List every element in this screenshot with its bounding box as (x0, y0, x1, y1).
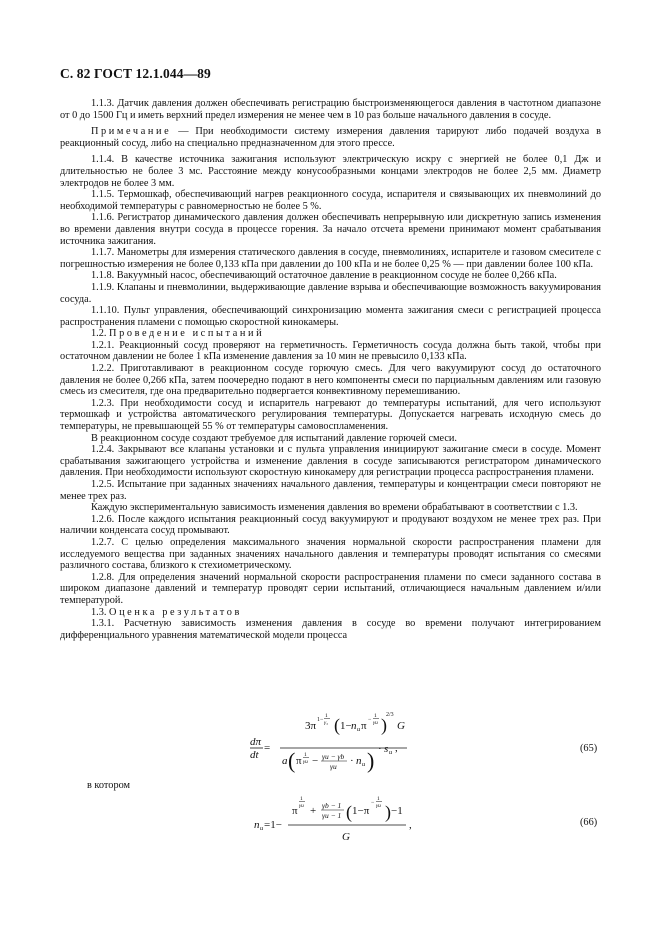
paragraph-1-1-10: 1.1.10. Пульт управления, обеспечивающий синхронизацию момента зажигания смеси с регистрацией процесса распространения пламени с помощью скоростной кинокамеры. (60, 305, 601, 328)
svg-text:=1−: =1− (264, 819, 282, 831)
svg-text:1: 1 (325, 713, 328, 719)
svg-text:·: · (378, 743, 382, 755)
svg-text:n: n (356, 755, 362, 767)
svg-text:3π: 3π (305, 720, 317, 732)
svg-text:u: u (389, 749, 393, 756)
paragraph-1-2-6: 1.2.6. После каждого испытания реакционный сосуд вакуумируют и продувают воздухом не менее трех раз. При наличии конденсата сосуд промывают. (60, 513, 601, 537)
svg-text:1: 1 (377, 796, 380, 802)
section-1-3-number: 1.3. (91, 606, 107, 618)
paragraph-1-1-9: 1.1.9. Клапаны и пневмолинии, выдерживающие давление взрыва и обеспечивающие возможность вакуумирования сосуда. (60, 281, 601, 305)
svg-text:G: G (397, 720, 405, 732)
svg-text:−1: −1 (391, 805, 403, 817)
paragraph-1-2-1: 1.2.1. Реакционный сосуд проверяют на герметичность. Герметичность сосуда должна быть такой, чтобы при остаточном давлении не более 1 кПа изменение давления за 10 мин не превысило 0,133 кПа. (60, 339, 601, 363)
paragraph-1-2-4: 1.2.4. Закрывают все клапаны установки и с пульта управления инициируют зажигание смеси в сосуде. Момент срабатывания зажигающего устройства и изменение давления в сосуде записываются регистратором динамического давления. При необходимости используют скоростную кинокамеру для регистрации процесса распространения пламени. (60, 444, 601, 479)
svg-text:G: G (342, 831, 350, 843)
svg-text:π: π (292, 805, 298, 817)
paragraph-1-1-4: 1.1.4. В качестве источника зажигания используют электрическую искру с энергией не более 0,1 Дж и длительностью не более 3 мс. Расстояние между конусообразными концами электродов не более 2,5 мм. Диаметр электродов не более 3 мм. (60, 154, 601, 189)
svg-text:u: u (260, 825, 264, 832)
svg-text:γu − 1: γu − 1 (322, 811, 342, 820)
svg-text:−: − (371, 800, 375, 806)
svg-text:−: − (312, 755, 319, 767)
formula-65-number: (65) (580, 743, 598, 754)
page-header: С. 82 ГОСТ 12.1.044—89 (60, 66, 211, 81)
paragraph-1-3-1: 1.3.1. Расчетную зависимость изменения давления в сосуде во времени получают интегрированием дифференциального уравнения математической модели процесса (60, 618, 601, 641)
svg-text:n: n (351, 720, 357, 732)
svg-text:s: s (384, 743, 389, 755)
formula-intro: в котором (87, 780, 131, 791)
svg-text:γu: γu (376, 803, 381, 809)
document-body (60, 98, 601, 641)
svg-text:1: 1 (304, 752, 307, 758)
section-1-3-title: Оценка результатов (109, 606, 242, 618)
svg-text:u: u (362, 761, 366, 768)
paragraph-1-2-5b: Каждую экспериментальную зависимость изменения давления во времени обрабатывают в соответствии с 1.3. (91, 502, 578, 514)
svg-text:): ) (367, 748, 375, 773)
paragraph-1-2-7: 1.2.7. С целью определения максимального значения нормальной скорости распространения пламени для исследуемого вещества при заданных значениях начального давления и температуры проводят испытания со смесями различного состава, близкого к стехиометрическому. (60, 536, 601, 572)
paragraph-1-1-5: 1.1.5. Термошкаф, обеспечивающий нагрев реакционного сосуда, испарителя и связывающих их пневмолиний до необходимой температуры с равномерностью не более 5 %. (60, 189, 601, 212)
svg-text:γu: γu (373, 720, 378, 726)
note-label: Примечание (91, 126, 172, 138)
svg-text:π: π (361, 720, 367, 732)
svg-text:γb − 1: γb − 1 (322, 801, 342, 810)
section-1-2-heading (60, 328, 601, 340)
svg-text:γu: γu (303, 759, 308, 765)
svg-text:+: + (310, 805, 317, 817)
svg-text:(: ( (334, 715, 340, 735)
svg-text:): ) (385, 802, 391, 822)
svg-text:1−: 1− (340, 720, 352, 732)
svg-text:1−π: 1−π (352, 805, 370, 817)
paragraph-1-1-8: 1.1.8. Вакуумный насос, обеспечивающий остаточное давление в реакционном сосуде не более 0,266 кПа. (91, 270, 557, 282)
svg-text:1: 1 (374, 713, 377, 719)
svg-text:dπ: dπ (250, 736, 262, 748)
svg-text:γu: γu (330, 762, 337, 771)
paragraph-1-1-7: 1.1.7. Манометры для измерения статического давления в сосуде, пневмолиниях, испарителе и газовом смесителе с погрешностью измерения не более 0,133 кПа при давлении до 100 кПа и не более 0,25 % — при давлении более 100 кПа. (60, 247, 601, 270)
section-1-3-heading (60, 607, 601, 619)
paragraph-1-2-3b: В реакционном сосуде создают требуемое для испытаний давление горючей смеси. (91, 432, 458, 444)
note (60, 126, 601, 149)
svg-text:γu − γb: γu − γb (322, 752, 345, 761)
svg-text:,: , (395, 742, 398, 754)
section-1-2-title: Проведение испытаний (109, 328, 265, 340)
svg-text:a: a (282, 755, 288, 767)
paragraph-1-2-5: 1.2.5. Испытание при заданных значениях начального давления, температуры и концентрации смеси повторяют не менее трех раз. (60, 479, 601, 502)
svg-text:γ₃: γ₃ (324, 720, 329, 726)
svg-text:π: π (296, 755, 302, 767)
formula-65 (250, 702, 420, 776)
svg-text:·: · (350, 755, 354, 767)
paragraph-1-2-3: 1.2.3. При необходимости сосуд и испаритель нагревают до температуры испытаний, для чего используют термошкаф и устройства автоматического регулирования температуры. Допускается нагревать исходную смесь до температуры, не превышающей 55 % от температуры самовоспламенения. (60, 397, 601, 433)
paragraph-1-2-2: 1.2.2. Приготавливают в реакционном сосуде горючую смесь. Для чего вакуумируют сосуд до остаточного давления не более 0,266 кПа, затем поочередно подают в него компоненты смеси по парциальным давлениям или газовую смесь из смесителя, где она предварительно подвергается конвективному перемешиванию. (60, 363, 601, 398)
note-text: — При необходимости систему измерения давления тарируют либо подачей воздуха в реакционный сосуд, либо на специально предназначенном для этого прессе. (60, 126, 601, 149)
svg-text:,: , (409, 819, 412, 831)
paragraph-1-1-6: 1.1.6. Регистратор динамического давления должен обеспечивать непрерывную или дискретную запись изменения во времени давления внутри сосуда в процессе горения. За начало отсчета времени принимают момент срабатывания источника зажигания. (60, 212, 601, 247)
formula-66-number: (66) (580, 817, 598, 828)
svg-text:1: 1 (300, 796, 303, 802)
paragraph-1-1-3: 1.1.3. Датчик давления должен обеспечивать регистрацию быстроизменяющегося давления в частотном диапазоне от 0 до 1500 Гц и иметь верхний предел измерения не менее чем в 10 раз больше начального давления в сосуде. (60, 98, 601, 121)
svg-text:): ) (381, 715, 387, 735)
svg-text:u: u (357, 726, 361, 733)
svg-text:=: = (264, 742, 271, 754)
paragraph-1-2-8: 1.2.8. Для определения значений нормальной скорости распространения пламени по смеси заданного состава в широком диапазоне давлений и температур проводят серии испытаний, отличающиеся начальным давлением и/или температурой. (60, 571, 601, 606)
svg-text:−: − (368, 717, 372, 723)
svg-text:γu: γu (299, 803, 304, 809)
section-1-2-number: 1.2. (91, 328, 107, 340)
svg-text:n: n (254, 819, 260, 831)
svg-text:(: ( (288, 748, 296, 773)
svg-text:2/3: 2/3 (386, 712, 394, 718)
svg-text:1−: 1− (317, 717, 324, 723)
formula-66 (254, 788, 424, 848)
svg-text:dt: dt (250, 749, 259, 761)
svg-text:(: ( (346, 802, 352, 822)
